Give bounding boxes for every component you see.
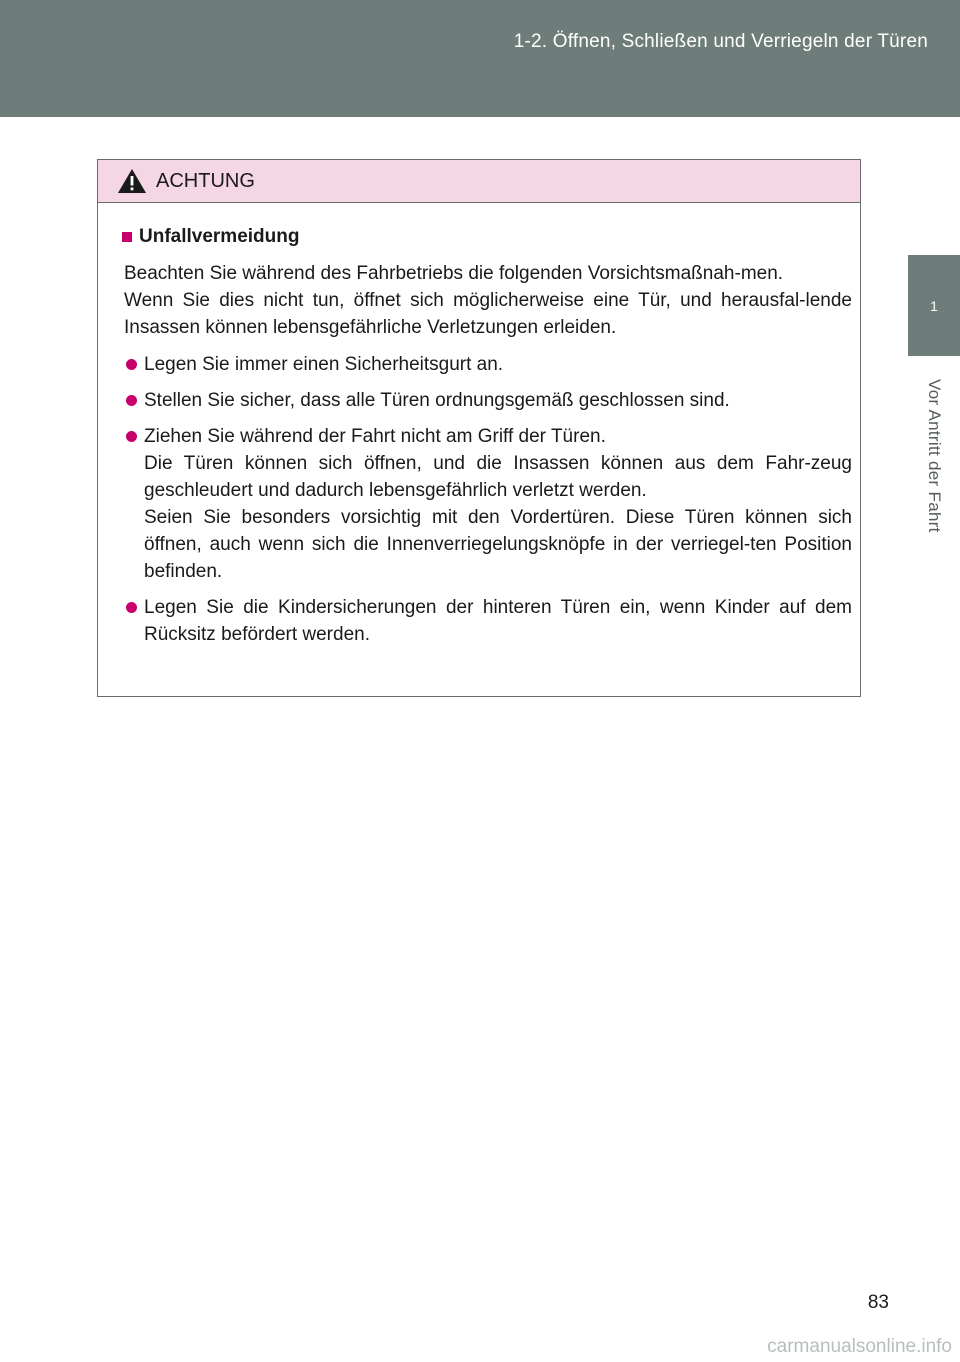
bullet-item [122, 423, 852, 585]
bullet-text: Legen Sie die Kindersicherungen der hinteren Türen ein, wenn Kinder auf dem Rücksitz befördert werden. [144, 597, 852, 645]
chapter-tab-label: Vor Antritt der Fahrt [925, 379, 944, 533]
bullet-dot-icon [126, 359, 137, 370]
page-number: 83 [867, 1292, 889, 1313]
bullet-item [122, 387, 852, 414]
intro-paragraph [123, 260, 852, 341]
chapter-tab [908, 356, 960, 556]
header-band [0, 0, 960, 117]
warning-header [98, 160, 860, 203]
bullet-text: Seien Sie besonders vorsichtig mit den Vordertüren. Diese Türen können sich öffnen, auch wenn sich die Innenverriegelungsknöpfe in der verriegel-ten Position befinden. [144, 507, 852, 582]
watermark-text: carmanualsonline.info [767, 1336, 952, 1357]
warning-title: ACHTUNG [156, 169, 255, 192]
bullet-text: Die Türen können sich öffnen, und die Insassen können aus dem Fahr-zeug geschleudert und dadurch lebensgefährlich verletzt werden. [144, 453, 852, 501]
square-bullet-icon [122, 232, 132, 242]
bullet-dot-icon [126, 395, 137, 406]
intro-line: Beachten Sie während des Fahrbetriebs die folgenden Vorsichtsmaßnah-men. [124, 263, 784, 284]
chapter-title: 1-2. Öffnen, Schließen und Verriegeln der Türen [513, 31, 928, 52]
bullet-text: Ziehen Sie während der Fahrt nicht am Griff der Türen. [144, 426, 606, 447]
warning-box [97, 159, 861, 697]
bullet-item [122, 594, 852, 648]
intro-line: Wenn Sie dies nicht tun, öffnet sich möglicherweise eine Tür, und herausfal-lende Insassen können lebensgefährliche Verletzungen erleiden. [124, 290, 852, 338]
bullet-dot-icon [126, 602, 137, 613]
bullet-text: Stellen Sie sicher, dass alle Türen ordnungsgemäß geschlossen sind. [144, 390, 730, 411]
bullet-list [122, 351, 852, 648]
bullet-dot-icon [126, 431, 137, 442]
warning-triangle-icon [117, 168, 147, 194]
chapter-tab-number: 1 [908, 255, 960, 356]
section-title: Unfallvermeidung [139, 226, 300, 247]
bullet-item [122, 351, 852, 378]
section-heading [122, 223, 852, 250]
warning-body [98, 203, 860, 648]
bullet-text: Legen Sie immer einen Sicherheitsgurt an. [144, 354, 504, 375]
